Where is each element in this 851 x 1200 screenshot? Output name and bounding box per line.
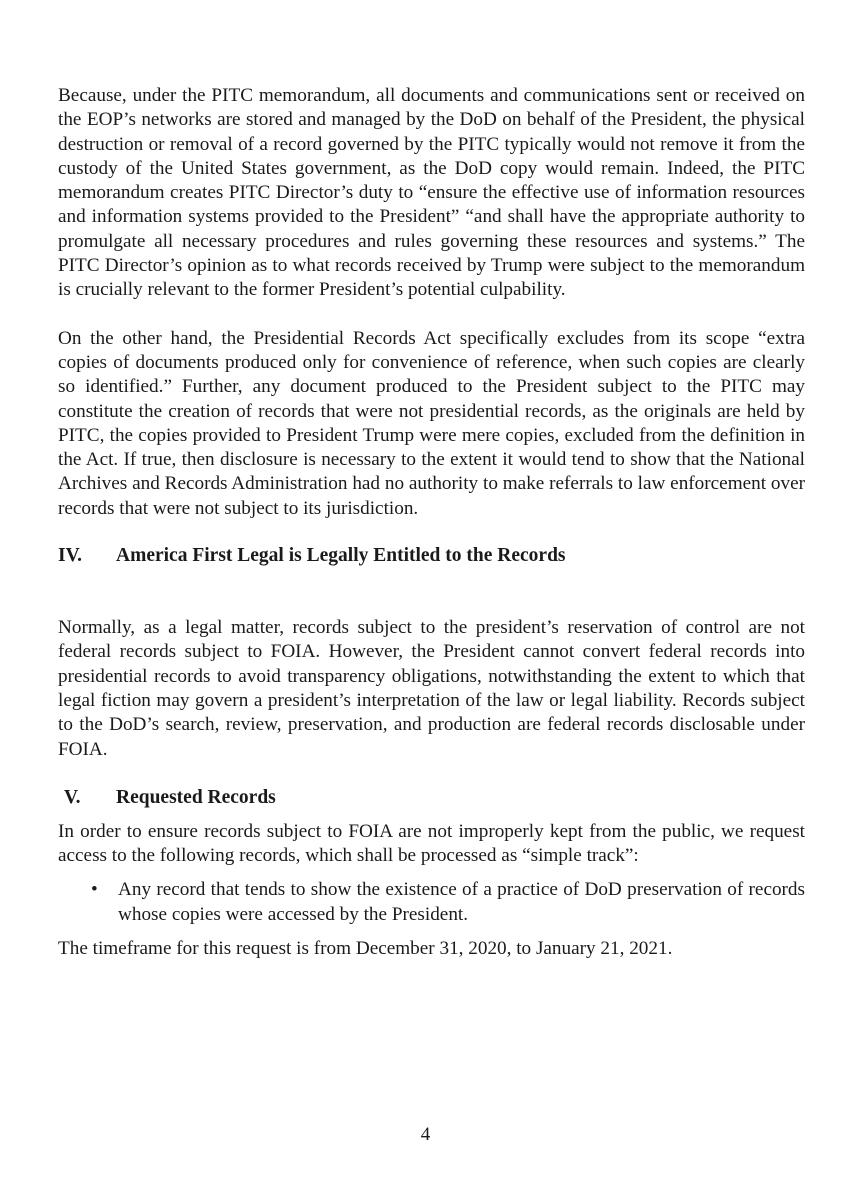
document-page	[58, 84, 805, 961]
paragraph-presidential-records-act: On the other hand, the Presidential Records Act specifically excludes from its scope “extra copies of documents produced only for convenience of reference, when such copies are clearly so identified.” Further, any document produced to the President subject to the PITC may constitute the creation of records that were not presidential records, as the originals are held by PITC, the copies provided to President Trump were mere copies, excluded from the definition in the Act. If true, then disclosure is necessary to the extent it would tend to show that the National Archives and Records Administration had no authority to make referrals to law enforcement over records that were not subject to its jurisdiction.	[58, 327, 805, 519]
section-number: V.	[64, 786, 81, 808]
page-number: 4	[420, 1124, 431, 1145]
paragraph-timeframe: The timeframe for this request is from December 31, 2020, to January 21, 2021.	[58, 938, 673, 960]
section-heading-v	[64, 786, 805, 810]
section-number: IV.	[58, 545, 83, 567]
section-title: Requested Records	[116, 786, 276, 808]
bullet-icon: •	[91, 879, 98, 901]
list-item	[58, 878, 805, 927]
list-item-text: Any record that tends to show the existence of a practice of DoD preservation of records whose copies were accessed by the President.	[118, 879, 805, 925]
paragraph-request-intro: In order to ensure records subject to FOIA are not improperly kept from the public, we request access to the following records, which shall be processed as “simple track”:	[58, 820, 805, 867]
paragraph-pitc-memorandum: Because, under the PITC memorandum, all documents and communications sent or received on the EOP’s networks are stored and managed by the DoD on behalf of the President, the physical destruction or removal of a record governed by the PITC typically would not remove it from the custody of the United States government, as the DoD copy would remain. Indeed, the PITC memorandum creates PITC Director’s duty to “ensure the effective use of information resources and information systems provided to the President” “and shall have the appropriate authority to promulgate all necessary procedures and rules governing these resources and systems.” The PITC Director’s opinion as to what records received by Trump were subject to the memorandum is crucially relevant to the former President’s potential culpability.	[58, 85, 805, 301]
requested-records-list	[58, 878, 805, 927]
section-title: America First Legal is Legally Entitled to the Records	[116, 545, 566, 567]
paragraph-legal-entitlement: Normally, as a legal matter, records subject to the president’s reservation of control are not federal records subject to FOIA. However, the President cannot convert federal records into presidential records to avoid transparency obligations, notwithstanding the extent to which that legal fiction may govern a president’s interpretation of the law or legal liability. Records subject to the DoD’s search, review, preservation, and production are federal records disclosable under FOIA.	[58, 617, 805, 760]
section-heading-iv	[58, 544, 805, 568]
